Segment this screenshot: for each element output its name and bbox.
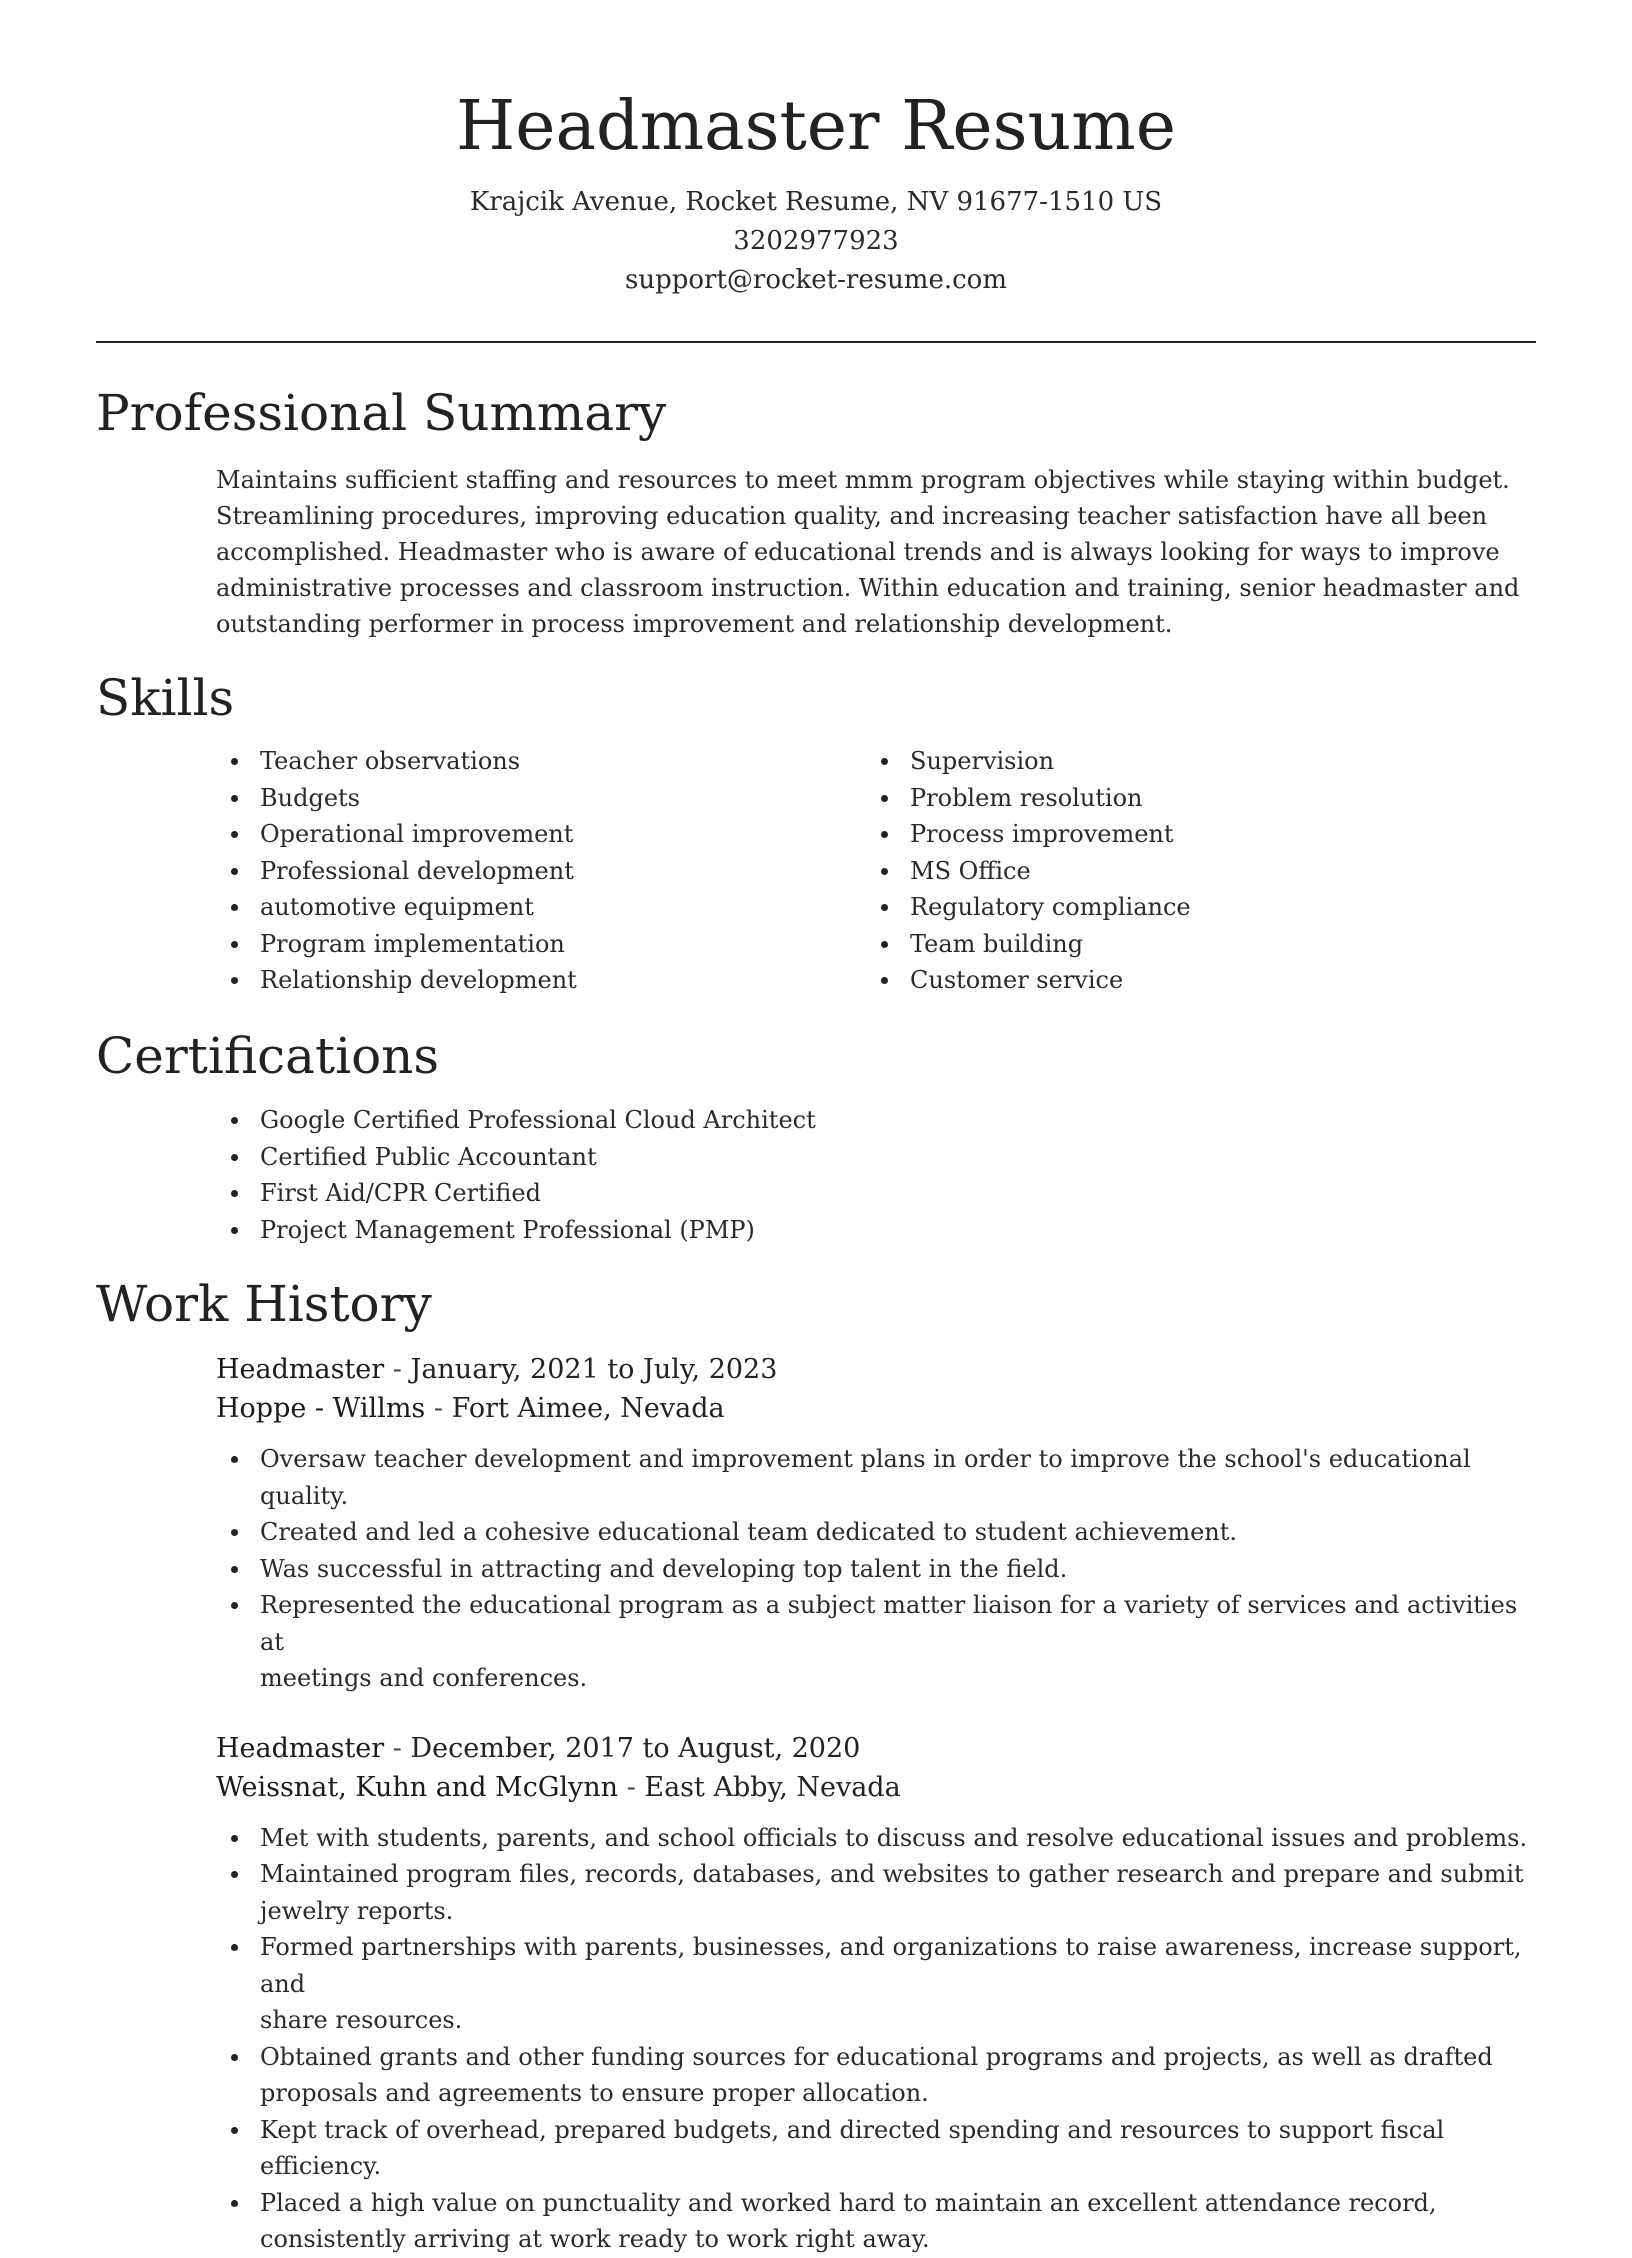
certification-item: First Aid/CPR Certified	[260, 1175, 1536, 1212]
job-company: Hoppe - Willms	[216, 1393, 426, 1424]
skill-item: Budgets	[260, 780, 910, 817]
duty-text: meetings and conferences.	[260, 1664, 588, 1692]
duty-item	[260, 1820, 1536, 1857]
skill-item: Problem resolution	[910, 780, 1560, 817]
duty-text: Formed partnerships with parents, businesses, and organizations to raise awareness, increase support, and	[260, 1933, 1522, 1998]
duty-text: consistently arriving at work ready to work right away.	[260, 2225, 930, 2253]
job-role: Headmaster	[216, 1732, 385, 1764]
header-divider	[96, 341, 1536, 343]
section-heading-certifications: Certifications	[96, 1027, 440, 1085]
job-role-line	[96, 1350, 1536, 1389]
certifications-list	[96, 1102, 1536, 1248]
skill-item: Relationship development	[260, 962, 910, 999]
skill-item: Process improvement	[910, 816, 1560, 853]
duty-text: share resources.	[260, 2006, 463, 2034]
summary-line: outstanding performer in process improvement and relationship development.	[216, 610, 1173, 638]
skill-item: Professional development	[260, 853, 910, 890]
skill-item: Regulatory compliance	[910, 889, 1560, 926]
duty-text: Represented the educational program as a subject matter liaison for a variety of services and activities at	[260, 1591, 1518, 1656]
certification-item: Certified Public Accountant	[260, 1139, 1536, 1176]
duty-item	[260, 1441, 1536, 1514]
job-company-line	[96, 1768, 1536, 1807]
resume-title: Headmaster Resume	[455, 87, 1177, 166]
job-company: Weissnat, Kuhn and McGlynn	[216, 1771, 619, 1803]
skill-item: Teacher observations	[260, 743, 910, 780]
duty-text: Was successful in attracting and developing top talent in the field.	[260, 1554, 1068, 1583]
duty-item	[260, 2185, 1536, 2258]
summary-line: Maintains sufficient staffing and resources to meet mmm program objectives while staying within budget.	[216, 466, 1510, 494]
contact-phone: 3202977923	[733, 226, 899, 256]
skills-columns	[96, 743, 1536, 999]
separator: -	[384, 1732, 411, 1764]
summary-text	[96, 462, 1536, 642]
work-history-section	[96, 1274, 1536, 2258]
job-location: East Abby, Nevada	[644, 1771, 901, 1803]
section-heading-summary: Professional Summary	[96, 384, 667, 442]
separator: -	[618, 1771, 645, 1803]
job-role: Headmaster	[216, 1354, 385, 1385]
duty-text: Kept track of overhead, prepared budgets, and directed spending and resources to support fiscal efficiency.	[260, 2115, 1445, 2180]
skills-section	[96, 668, 1536, 999]
duty-text: Created and led a cohesive educational team dedicated to student achievement.	[260, 1518, 1238, 1546]
separator: -	[425, 1393, 452, 1424]
certification-item: Google Certified Professional Cloud Architect	[260, 1102, 1536, 1139]
duty-text: Obtained grants and other funding sources for educational programs and projects, as well as drafted	[260, 2042, 1493, 2071]
section-heading-work-history: Work History	[96, 1275, 432, 1333]
summary-section	[96, 383, 1536, 642]
skill-item: Program implementation	[260, 926, 910, 963]
skill-item: Customer service	[910, 962, 1560, 999]
duty-item	[260, 1929, 1536, 2039]
job-dates: January, 2021 to July, 2023	[410, 1354, 778, 1385]
skill-item: Supervision	[910, 743, 1560, 780]
job-duties-list	[96, 1441, 1536, 1697]
skill-item: Team building	[910, 926, 1560, 963]
certification-item: Project Management Professional (PMP)	[260, 1212, 1536, 1249]
summary-line: accomplished. Headmaster who is aware of educational trends and is always looking for ways to improve	[216, 538, 1500, 566]
resume-header	[96, 84, 1536, 300]
job-dates: December, 2017 to August, 2020	[410, 1732, 861, 1764]
skill-item: MS Office	[910, 853, 1560, 890]
duty-item	[260, 1514, 1536, 1551]
duty-text: Met with students, parents, and school officials to discuss and resolve educational issues and problems.	[260, 1823, 1528, 1852]
duty-text: Placed a high value on punctuality and worked hard to maintain an excellent attendance record,	[260, 2188, 1437, 2217]
section-heading-skills: Skills	[96, 669, 235, 727]
contact-email: support@rocket-resume.com	[624, 265, 1007, 295]
skill-item: Operational improvement	[260, 816, 910, 853]
duty-text: Oversaw teacher development and improvement plans in order to improve the school's educational quality.	[260, 1445, 1471, 1510]
duty-text: proposals and agreements to ensure proper allocation.	[260, 2079, 929, 2107]
duty-item	[260, 1551, 1536, 1588]
job-duties-list	[96, 1820, 1536, 2258]
duty-text: Maintained program files, records, databases, and websites to gather research and prepare and submit	[260, 1860, 1524, 1888]
separator: -	[384, 1354, 411, 1385]
job-role-line	[96, 1729, 1536, 1768]
job-location: Fort Aimee, Nevada	[451, 1393, 725, 1424]
job-company-line	[96, 1389, 1536, 1428]
skills-list-right	[910, 743, 1560, 999]
duty-item	[260, 2112, 1536, 2185]
contact-address: Krajcik Avenue, Rocket Resume, NV 91677-1510 US	[469, 187, 1163, 217]
duty-item	[260, 1587, 1536, 1697]
summary-line: administrative processes and classroom instruction. Within education and training, senior headmaster and	[216, 574, 1520, 602]
job-entry	[96, 1729, 1536, 2258]
certifications-section	[96, 1026, 1536, 1248]
summary-line: Streamlining procedures, improving education quality, and increasing teacher satisfaction have all been	[216, 502, 1488, 530]
job-entry	[96, 1350, 1536, 1697]
duty-text: jewelry reports.	[260, 1896, 454, 1925]
duty-item	[260, 2039, 1536, 2112]
skill-item: automotive equipment	[260, 889, 910, 926]
duty-item	[260, 1856, 1536, 1929]
skills-list-left	[96, 743, 910, 999]
